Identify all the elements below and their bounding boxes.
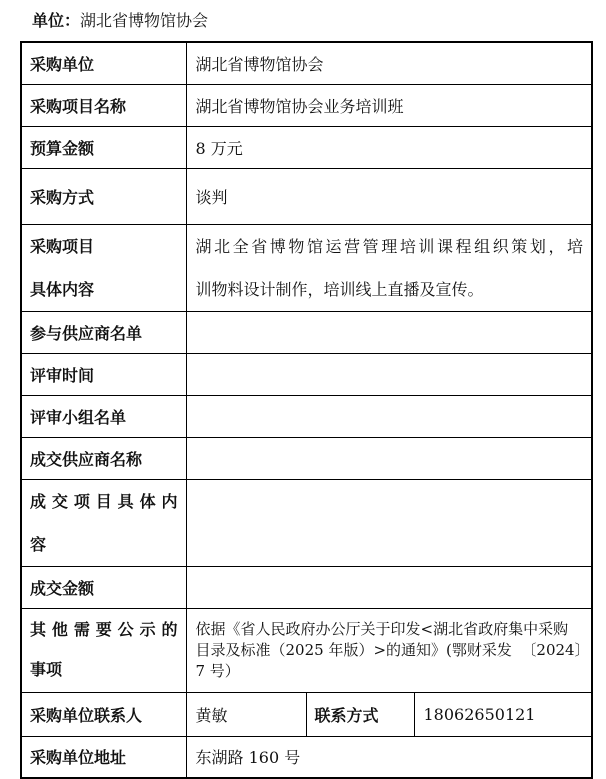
- method-value: 谈判: [186, 168, 592, 224]
- procurement-table: [20, 41, 593, 779]
- address-label: 采购单位地址: [21, 736, 186, 778]
- table-row: [21, 395, 592, 437]
- other-value-line1: 依据《省人民政府办公厅关于印发<湖北省政府集中采购: [195, 619, 569, 638]
- other-value: [186, 608, 592, 692]
- other-label-line2: 事项: [30, 660, 63, 679]
- table-row: [21, 224, 592, 311]
- project-name-label: 采购项目名称: [21, 84, 186, 126]
- unit-line: [32, 9, 208, 33]
- review-panel-label: 评审小组名单: [21, 395, 186, 437]
- review-panel-value: [186, 395, 592, 437]
- other-label: [21, 608, 186, 692]
- content-value-line1: 湖北全省博物馆运营管理培训课程组织策划，培: [195, 236, 584, 256]
- table-row: [21, 353, 592, 395]
- review-time-label: 评审时间: [21, 353, 186, 395]
- budget-label: 预算金额: [21, 126, 186, 168]
- phone-label: 联系方式: [306, 692, 414, 736]
- table-row: [21, 608, 592, 692]
- unit-value: 湖北省博物馆协会: [80, 11, 209, 30]
- address-value: 东湖路 160 号: [186, 736, 592, 778]
- buyer-value: 湖北省博物馆协会: [186, 42, 592, 84]
- deal-content-value: [186, 479, 592, 566]
- contact-label: 采购单位联系人: [21, 692, 186, 736]
- table-row: [21, 479, 592, 566]
- suppliers-value: [186, 311, 592, 353]
- unit-key: 单位：: [32, 11, 81, 30]
- buyer-label: 采购单位: [21, 42, 186, 84]
- table-row: [21, 126, 592, 168]
- table-row: [21, 692, 592, 736]
- deal-content-label-line1: 成交项目具体内: [30, 491, 178, 511]
- deal-amount-label: 成交金额: [21, 566, 186, 608]
- project-name-value: 湖北省博物馆协会业务培训班: [186, 84, 592, 126]
- contact-value: 黄敏: [186, 692, 306, 736]
- content-label: [21, 224, 186, 311]
- winner-value: [186, 437, 592, 479]
- deal-content-label-line2: 容: [30, 534, 47, 554]
- content-value: [186, 224, 592, 311]
- table-row: [21, 168, 592, 224]
- table-row: [21, 311, 592, 353]
- content-label-line1: 采购项目: [30, 236, 95, 256]
- table-row: [21, 437, 592, 479]
- winner-label: 成交供应商名称: [21, 437, 186, 479]
- deal-amount-value: [186, 566, 592, 608]
- table-row: [21, 736, 592, 778]
- other-value-line2: 目录及标准（2025 年版）>的通知》(鄂财采发 〔2024〕: [195, 640, 590, 659]
- content-value-line2: 训物料设计制作，培训线上直播及宣传。: [195, 279, 484, 299]
- deal-content-label: [21, 479, 186, 566]
- content-label-line2: 具体内容: [30, 279, 95, 299]
- table-row: [21, 42, 592, 84]
- suppliers-label: 参与供应商名单: [21, 311, 186, 353]
- other-value-line3: 7 号）: [195, 661, 240, 680]
- other-label-line1: 其他需要公示的: [30, 620, 178, 639]
- method-label: 采购方式: [21, 168, 186, 224]
- table-row: [21, 84, 592, 126]
- review-time-value: [186, 353, 592, 395]
- phone-value: 18062650121: [414, 692, 592, 736]
- table-row: [21, 566, 592, 608]
- budget-value: 8 万元: [186, 126, 592, 168]
